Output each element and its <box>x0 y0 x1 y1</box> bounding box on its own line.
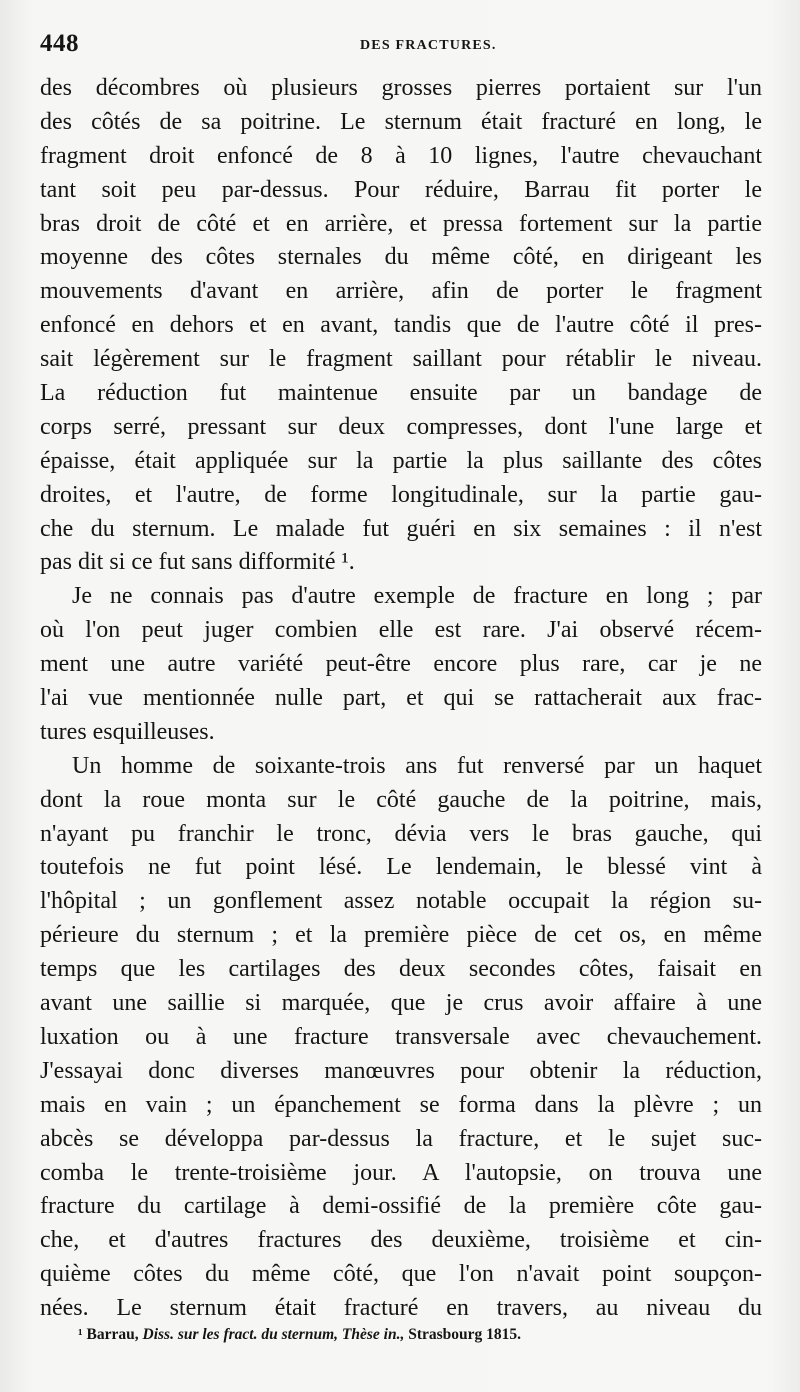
text-line: temps que les cartilages des deux secondes côtes, faisait en <box>40 956 762 983</box>
footnote-marker: ¹ <box>78 1326 83 1343</box>
text-line: Un homme de soixante-trois ans fut renversé par un haquet <box>72 752 762 779</box>
text-line: La réduction fut maintenue ensuite par un bandage de <box>40 380 762 407</box>
text-line: mouvements d'avant en arrière, afin de porter le fragment <box>40 278 762 305</box>
text-line: nées. Le sternum était fracturé en travers, au niveau du <box>40 1295 762 1322</box>
text-line: fracture du cartilage à demi-ossifié de la première côte gau- <box>40 1193 762 1220</box>
text-line: comba le trente-troisième jour. A l'autopsie, on trouva une <box>40 1159 762 1186</box>
footnote-title: Diss. sur les fract. du sternum, <box>142 1326 339 1343</box>
text-line: quième côtes du même côté, que l'on n'avait point soupçon- <box>40 1261 762 1288</box>
text-line: corps serré, pressant sur deux compresses, dont l'une large et <box>40 413 762 440</box>
text-line: moyenne des côtes sternales du même côté, en dirigeant les <box>40 244 762 271</box>
body-text <box>40 72 762 1326</box>
running-title: DES FRACTURES. <box>360 38 497 53</box>
text-line: tures esquilleuses. <box>40 718 215 745</box>
text-line: ment une autre variété peut-être encore plus rare, car je ne <box>40 651 762 678</box>
text-line: Je ne connais pas d'autre exemple de fracture en long ; par <box>72 583 762 610</box>
text-line: droites, et l'autre, de forme longitudinale, sur la partie gau- <box>40 481 762 508</box>
text-line: pas dit si ce fut sans difformité ¹. <box>40 549 355 576</box>
text-line: des décombres où plusieurs grosses pierres portaient sur l'un <box>40 75 762 101</box>
text-line: dont la roue monta sur le côté gauche de la poitrine, mais, <box>40 786 762 813</box>
text-line: des côtés de sa poitrine. Le sternum était fracturé en long, le <box>40 108 762 135</box>
text-line: toutefois ne fut point lésé. Le lendemain, le blessé vint à <box>40 854 762 881</box>
text-line: mais en vain ; un épanchement se forma dans la plèvre ; un <box>40 1091 762 1118</box>
text-line: l'hôpital ; un gonflement assez notable occupait la région su- <box>40 888 762 915</box>
footnote-author: Barrau, <box>86 1326 139 1343</box>
text-line: avant une saillie si marquée, que je crus avoir affaire à une <box>40 990 762 1017</box>
text-line: n'ayant pu franchir le tronc, dévia vers le bras gauche, qui <box>40 820 762 847</box>
text-line: où l'on peut juger combien elle est rare. J'ai observé récem- <box>40 617 762 644</box>
text-line: l'ai vue mentionnée nulle part, et qui se rattacherait aux frac- <box>40 685 762 712</box>
text-line: périeure du sternum ; et la première pièce de cet os, en même <box>40 922 762 949</box>
text-line: fragment droit enfoncé de 8 à 10 lignes, l'autre chevauchant <box>40 142 762 169</box>
text-line: che, et d'autres fractures des deuxième, troisième et cin- <box>40 1227 762 1254</box>
text-line: enfoncé en dehors et en avant, tandis que de l'autre côté il pres- <box>40 312 762 339</box>
text-line: abcès se développa par-dessus la fracture, et le sujet suc- <box>40 1125 762 1152</box>
running-header <box>40 30 760 60</box>
text-line: luxation ou à une fracture transversale avec chevauchement. <box>40 1023 762 1050</box>
text-line: J'essayai donc diverses manœuvres pour obtenir la réduction, <box>40 1057 762 1084</box>
text-line: tant soit peu par-dessus. Pour réduire, Barrau fit porter le <box>40 176 762 203</box>
page-number: 448 <box>40 30 79 57</box>
footnote-place-year: Strasbourg 1815. <box>408 1326 522 1343</box>
text-line: sait légèrement sur le fragment saillant pour rétablir le niveau. <box>40 346 762 373</box>
footnote-thesis: Thèse in., <box>341 1326 405 1343</box>
footnote <box>78 1326 768 1344</box>
text-line: bras droit de côté et en arrière, et pressa fortement sur la partie <box>40 210 762 237</box>
text-line: che du sternum. Le malade fut guéri en six semaines : il n'est <box>40 515 762 542</box>
text-line: épaisse, était appliquée sur la partie la plus saillante des côtes <box>40 447 762 474</box>
